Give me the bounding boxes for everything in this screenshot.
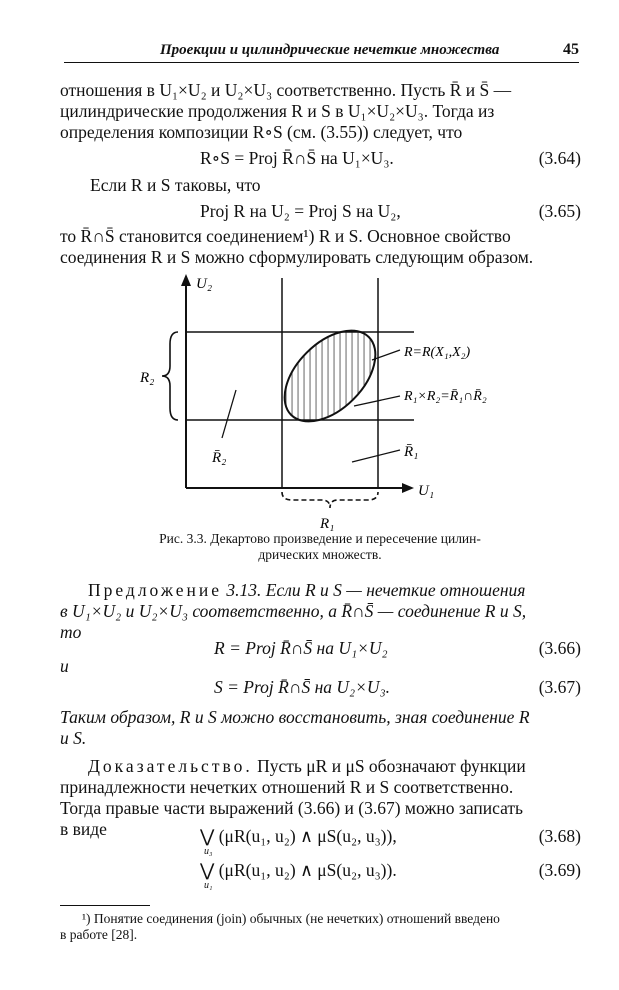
paragraph-intro	[60, 80, 582, 143]
proof-text: Пусть μR и μS обозначают функции	[257, 756, 526, 776]
r1-brace	[282, 492, 378, 508]
equation-3-65: Proj R на U₂ = Proj S на U₂,	[200, 201, 401, 221]
footnote-line: в работе [28].	[60, 927, 138, 942]
caption-line: дрических множеств.	[258, 547, 382, 562]
label-r1: R₁	[320, 516, 335, 532]
figure-caption	[100, 531, 540, 563]
footnote-line: ¹) Понятие соединения (join) обычных (не нечетких) отношений введено	[82, 911, 500, 926]
leader-product	[354, 396, 400, 406]
label-r2: R₂	[140, 370, 155, 386]
equation-3-69: ⋁ (μR(u₁, u₂) ∧ μS(u₂, u₃)).	[200, 860, 397, 880]
equation-number-3-64: (3.64)	[538, 148, 581, 168]
text-line: определения композиции R∘S (см. (3.55)) следует, что	[60, 122, 463, 142]
text-line-if: Если R и S таковы, что	[90, 175, 261, 195]
text-line: Таким образом, R и S можно восстановить, зная соединение R	[60, 707, 530, 727]
text-line: соединения R и S можно сформулировать следующим образом.	[60, 247, 534, 267]
equation-3-64: R∘S = Proj R̄∩S̄ на U₁×U₃.	[200, 148, 394, 168]
equation-3-67: S = Proj R̄∩S̄ на U₂×U₃.	[214, 677, 391, 697]
footnote-rule	[60, 905, 150, 906]
label-r1-bar: R̄₁	[404, 444, 419, 460]
text-line: в U₁×U₂ и U₂×U₃ соответственно, а R̄∩S̄ — соединение R и S,	[60, 601, 527, 621]
proposition-lead: Предложение	[88, 580, 223, 600]
footnote	[60, 911, 582, 943]
y-axis-arrow	[181, 274, 191, 286]
text-line: принадлежности нечетких отношений R и S соответственно.	[60, 777, 514, 797]
equation-number-3-65: (3.65)	[538, 201, 581, 221]
conclusion-paragraph	[60, 707, 582, 749]
label-r2-bar: R̄₂	[212, 450, 227, 466]
equation-3-68: ⋁ (μR(u₁, u₂) ∧ μS(u₂, u₃)),	[200, 826, 397, 846]
text-line: отношения в U₁×U₂ и U₂×U₃ соответственно. Пусть R̄ и S̄ —	[60, 80, 512, 100]
leader-r1bar	[352, 450, 400, 462]
text-line: то R̄∩S̄ становится соединением¹) R и S. Основное свойство	[60, 226, 511, 246]
label-r-relation: R=R(X₁,X₂)	[404, 345, 471, 360]
label-cartesian-product: R₁×R₂=R̄₁∩R̄₂	[404, 389, 487, 404]
text-line: то	[60, 622, 82, 642]
page-number: 45	[563, 41, 579, 58]
proposition-3-13	[60, 580, 582, 643]
text-line: и S.	[60, 728, 87, 748]
text-line: цилиндрические продолжения R и S в U₁×U₂×U₃. Тогда из	[60, 101, 495, 121]
axis-label-u1: U₁	[418, 483, 435, 499]
axis-label-u2: U₂	[196, 276, 213, 292]
proposition-text: 3.13. Если R и S — нечеткие отношения	[226, 580, 526, 600]
equation-number-3-68: (3.68)	[538, 826, 581, 846]
equation-number-3-67: (3.67)	[538, 677, 581, 697]
caption-line: Рис. 3.3. Декартово произведение и пересечение цилин-	[159, 531, 481, 546]
text-line: в виде	[60, 819, 107, 839]
eq369-subscript: u₁	[204, 880, 213, 891]
leader-r2bar	[222, 390, 236, 438]
word-and: и	[60, 656, 69, 676]
x-axis-arrow	[402, 483, 414, 493]
equation-number-3-69: (3.69)	[538, 860, 581, 880]
figure-3-3	[0, 270, 619, 535]
running-header	[64, 40, 579, 63]
paragraph-join	[60, 226, 582, 268]
text-line: Тогда правые части выражений (3.66) и (3.67) можно записать	[60, 798, 524, 818]
equation-3-66: R = Proj R̄∩S̄ на U₁×U₂	[214, 638, 388, 658]
proof-lead: Доказательство.	[88, 756, 253, 776]
equation-number-3-66: (3.66)	[538, 638, 581, 658]
r2-brace	[162, 332, 178, 420]
eq368-subscript: u₃	[204, 846, 213, 857]
header-title: Проекции и цилиндрические нечеткие множества	[160, 42, 500, 58]
